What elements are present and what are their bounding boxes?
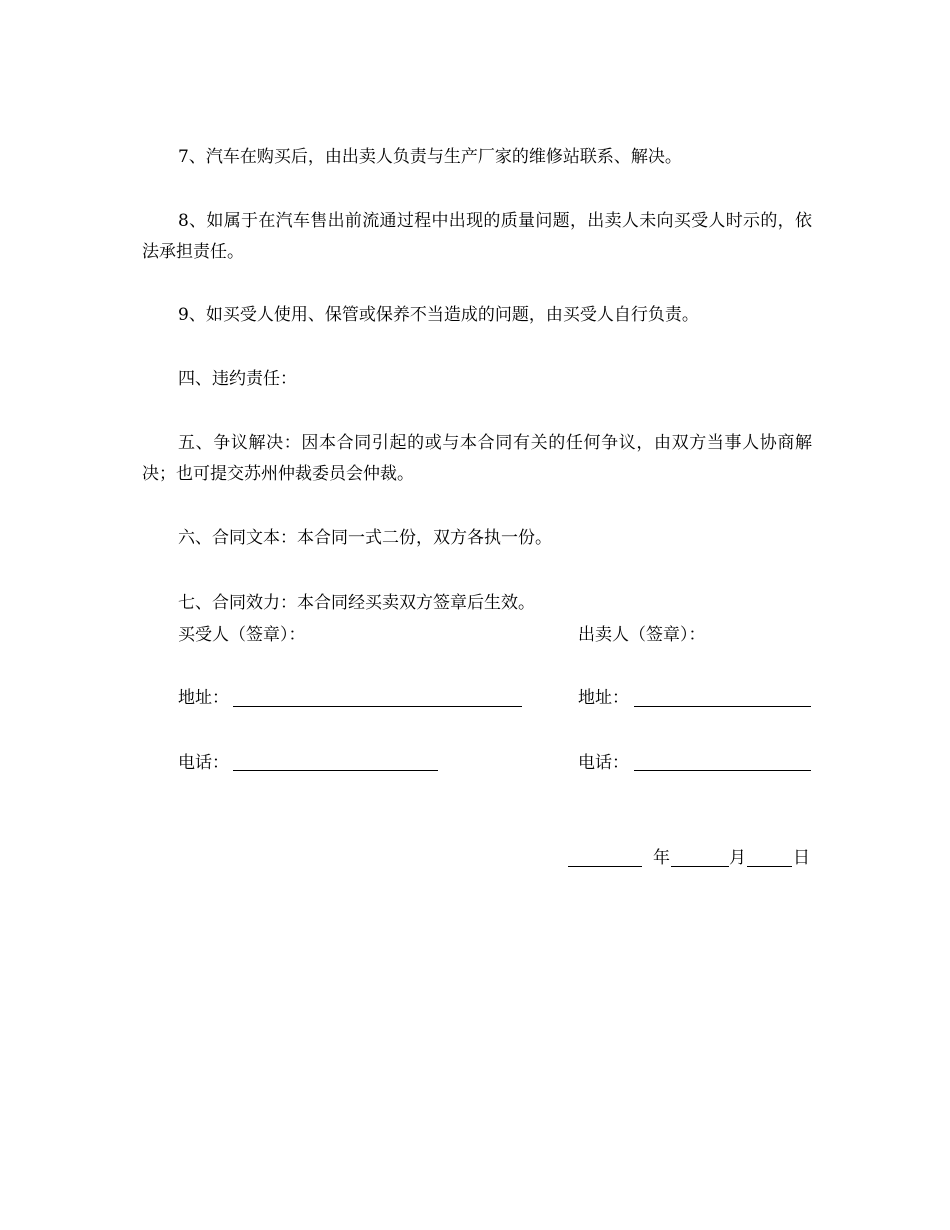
seller-address-label: 地址： xyxy=(578,688,629,708)
date-month-label: 月 xyxy=(729,848,746,868)
buyer-phone-label: 电话： xyxy=(178,753,229,773)
clause-9: 9、如买受人使用、保管或保养不当造成的问题，由买受人自行负责。 xyxy=(178,305,699,325)
date-day-blank xyxy=(747,866,792,867)
seller-phone-blank xyxy=(634,770,811,771)
buyer-signature-label: 买受人（签章）： xyxy=(178,625,306,645)
date-year-blank xyxy=(568,866,642,867)
buyer-address-label: 地址： xyxy=(178,688,229,708)
seller-address-blank xyxy=(634,706,811,707)
buyer-phone-blank xyxy=(233,770,438,771)
clause-8: 8、如属于在汽车售出前流通过程中出现的质量问题，出卖人未向买受人时示的，依法承担责任。 xyxy=(142,211,812,262)
date-day-label: 日 xyxy=(793,848,810,868)
section-dispute-resolution: 五、争议解决：因本合同引起的或与本合同有关的任何争议，由双方当事人协商解决；也可提交苏州仲裁委员会仲裁。 xyxy=(142,433,812,484)
seller-phone-label: 电话： xyxy=(578,753,629,773)
date-year-label: 年 xyxy=(653,848,670,868)
section-contract-copies: 六、合同文本：本合同一式二份，双方各执一份。 xyxy=(178,528,552,548)
buyer-address-blank xyxy=(233,706,522,707)
section-breach-liability: 四、违约责任： xyxy=(178,369,297,389)
date-month-blank xyxy=(671,866,729,867)
clause-7: 7、汽车在购买后，由出卖人负责与生产厂家的维修站联系、解决。 xyxy=(178,147,682,167)
section-contract-effect: 七、合同效力：本合同经买卖双方签章后生效。 xyxy=(178,593,535,613)
seller-signature-label: 出卖人（签章）： xyxy=(578,625,706,645)
